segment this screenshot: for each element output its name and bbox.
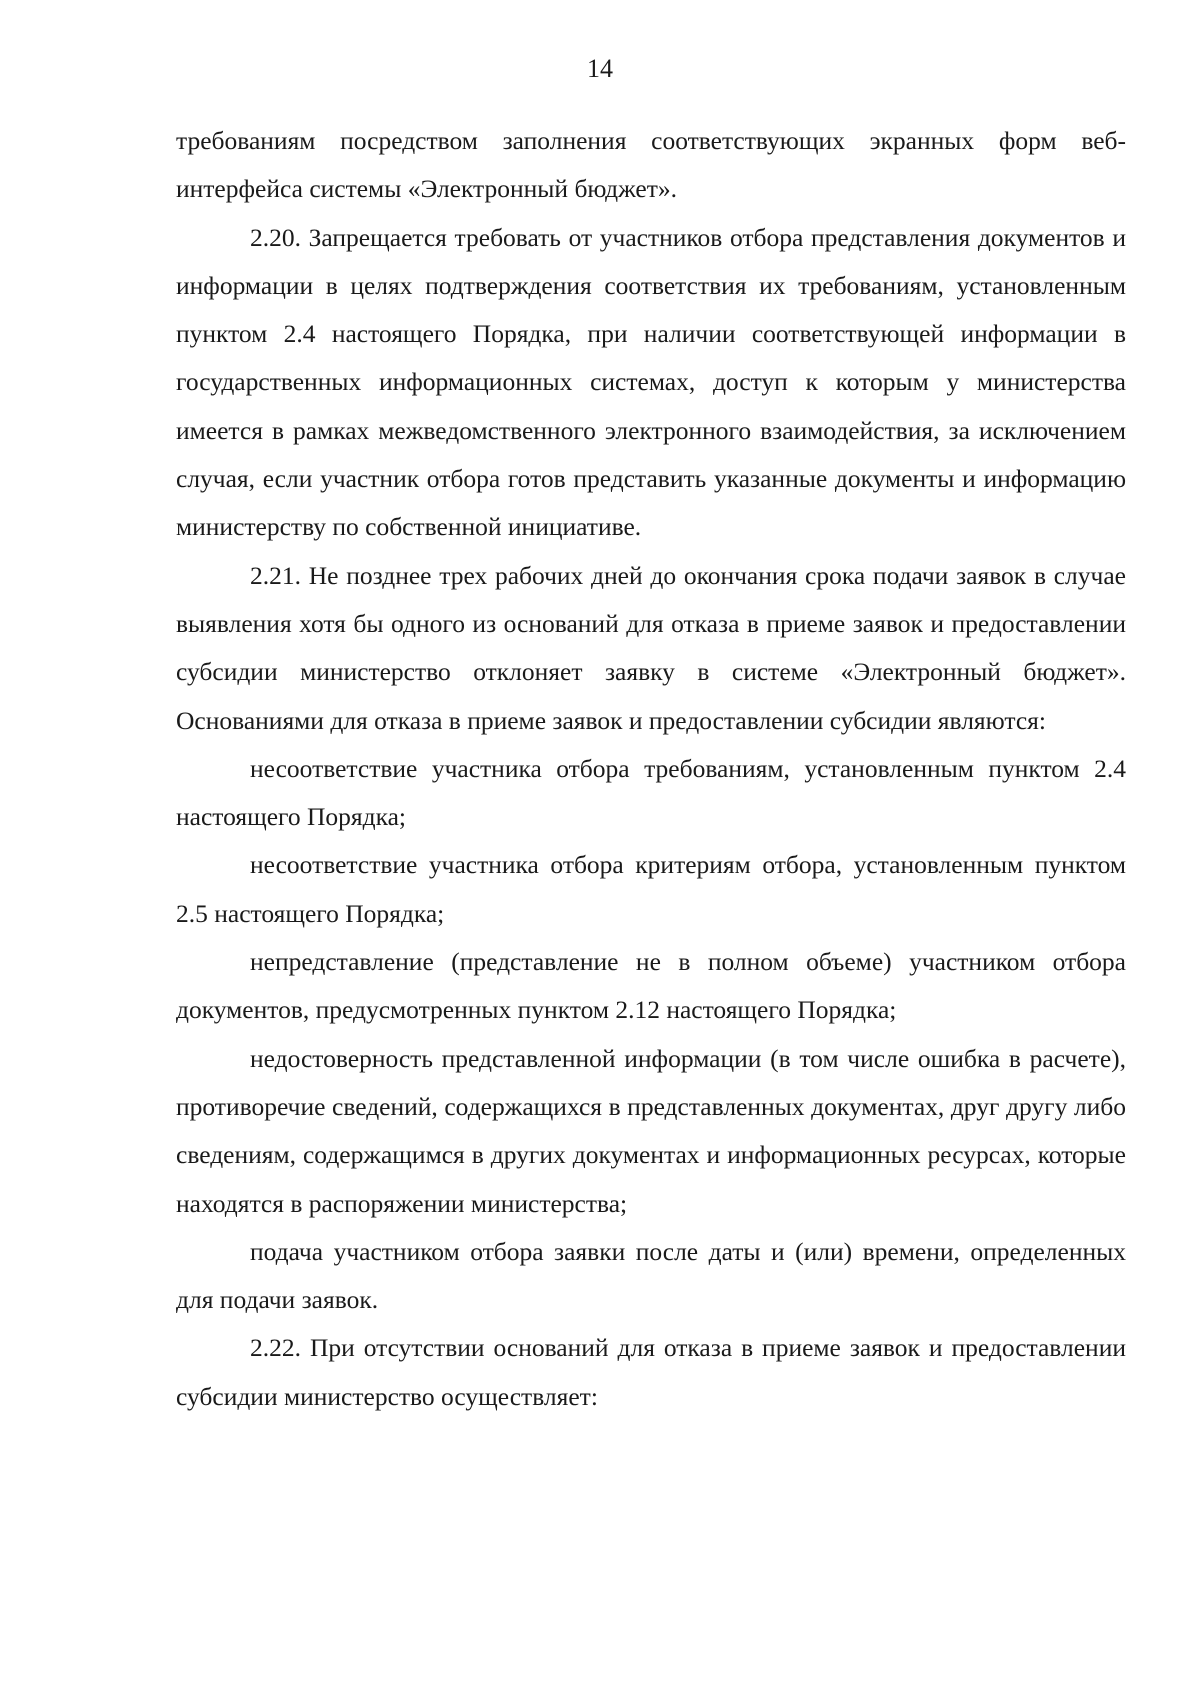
list-item-late-submission: подача участником отбора заявки после даты и (или) времени, определенных для подачи заявок. xyxy=(176,1236,1126,1315)
document-body xyxy=(176,117,1126,1421)
list-item-requirements: несоответствие участника отбора требованиям, установленным пунктом 2.4 настоящего Порядка; xyxy=(176,753,1126,832)
paragraph-continuation: требованиям посредством заполнения соответствующих экранных форм веб-интерфейса системы «Электронный бюджет». xyxy=(176,126,1126,204)
paragraph-2-22: 2.22. При отсутствии оснований для отказа в приеме заявок и предоставлении субсидии министерство осуществляет: xyxy=(176,1333,1126,1411)
list-item-criteria: несоответствие участника отбора критериям отбора, установленным пунктом 2.5 настоящего Порядка; xyxy=(176,850,1126,928)
page-number: 14 xyxy=(587,54,613,83)
paragraph-2-21: 2.21. Не позднее трех рабочих дней до окончания срока подачи заявок в случае выявления хотя бы одного из оснований для отказа в приеме заявок и предоставлении субсидии министерство отклоняет заявку в системе «Электронный бюджет». Основаниями для отказа в приеме заявок и предоставлении субсидии являются: xyxy=(176,560,1126,735)
list-item-documents: непредставление (представление не в полном объеме) участником отбора документов, предусмотренных пунктом 2.12 настоящего Порядка; xyxy=(176,947,1126,1025)
paragraph-2-20: 2.20. Запрещается требовать от участников отбора представления документов и информации в целях подтверждения соответствия их требованиям, установленным пунктом 2.4 настоящего Порядка, при наличии соответствующей информации в государственных информационных системах, доступ к которым у министерства имеется в рамках межведомственного электронного взаимодействия, за исключением случая, если участник отбора готов представить указанные документы и информацию министерству по собственной инициативе. xyxy=(176,222,1126,542)
list-item-unreliability: недостоверность представленной информации (в том числе ошибка в расчете), противоречие сведений, содержащихся в представленных документах, друг другу либо сведениям, содержащимся в других документах и информационных ресурсах, которые находятся в распоряжении министерства; xyxy=(176,1043,1126,1218)
